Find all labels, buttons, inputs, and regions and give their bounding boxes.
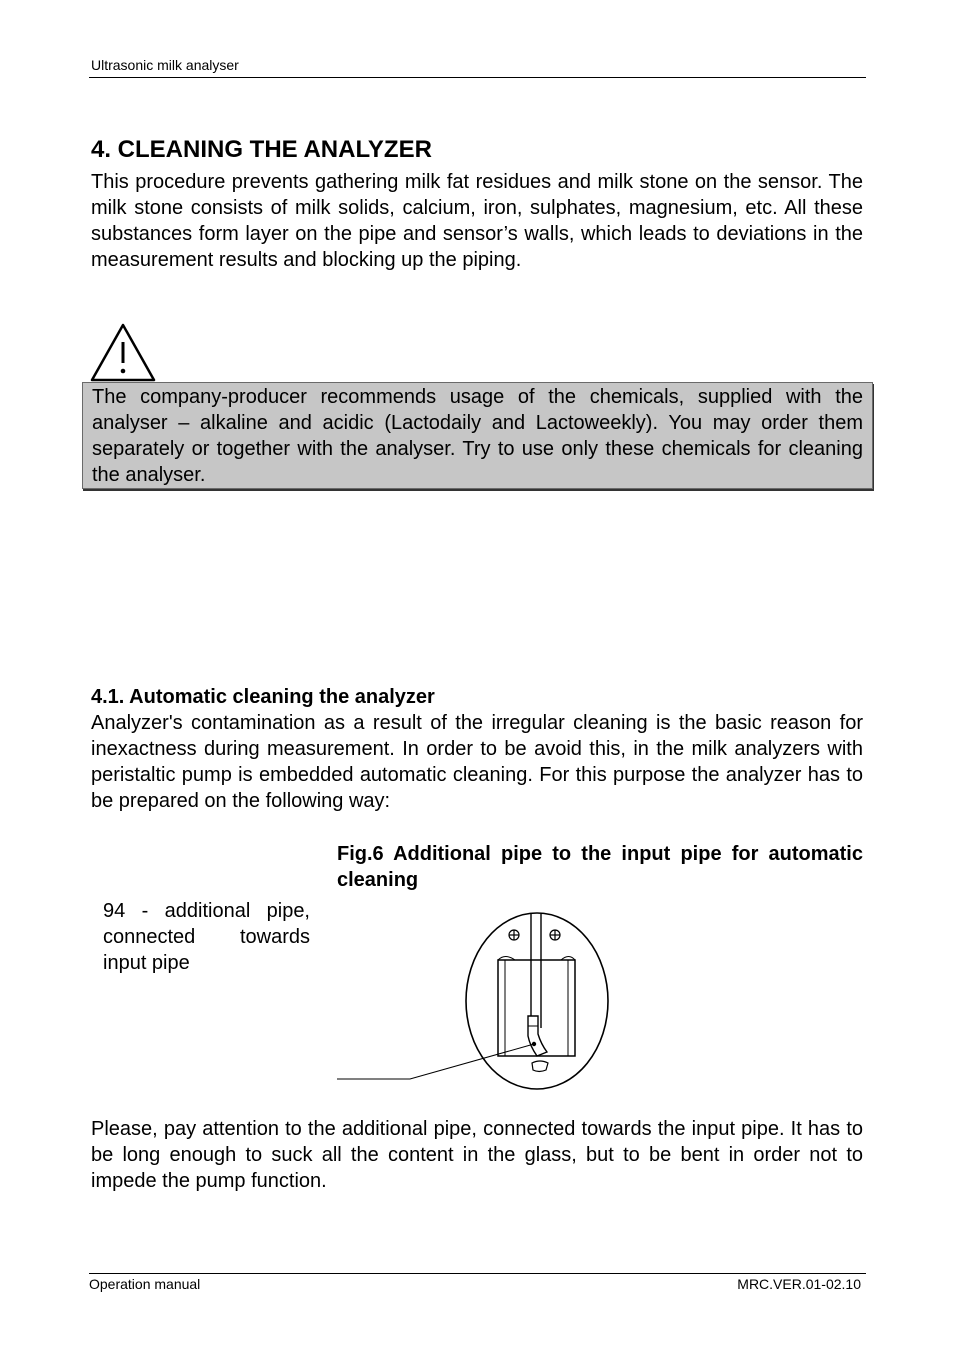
closing-paragraph: Please, pay attention to the additional pipe, connected towards the input pipe. It has to be long enough to suck all the content in the glass, but to be bent in order not to impede the pump function. [91, 1118, 863, 1192]
section-heading: 4. CLEANING THE ANALYZER [91, 136, 432, 163]
page-header-title: Ultrasonic milk analyser [91, 57, 239, 73]
subsection-paragraph: Analyzer's contamination as a result of the irregular cleaning is the basic reason for inexactness during measurement. In order to be avoid this, in the milk analyzers with peristaltic pump is embedded automatic cleaning. For this purpose the analyzer has to be prepared on the following way: [91, 712, 863, 812]
footer-document-title: Operation manual [89, 1276, 201, 1292]
screw-left-icon [509, 930, 519, 940]
intro-paragraph: This procedure prevents gathering milk fat residues and milk stone on the sensor. The milk stone consists of milk solids, calcium, iron, sulphates, magnesium, etc. All these substances form layer on the pipe and sensor’s walls, which leads to deviations in the measurement results and blocking up the piping. [91, 171, 863, 271]
screw-right-icon [550, 930, 560, 940]
footer-divider [89, 1273, 866, 1274]
subsection-heading: 4.1. Automatic cleaning the analyzer [91, 686, 435, 708]
additional-pipe [528, 1016, 547, 1056]
callout-leader-line [337, 1044, 534, 1079]
figure-caption: Fig.6 Additional pipe to the input pipe for automatic cleaning [337, 843, 863, 891]
footer-version: MRC.VER.01-02.10 [737, 1276, 861, 1292]
figure-callout-label: 94 - additional pipe, connected towards input pipe [103, 900, 310, 974]
header-divider [89, 77, 866, 78]
analyzer-outline [466, 913, 608, 1089]
warning-note: The company-producer recommends usage of the chemicals, supplied with the analyser – alkaline and acidic (Lactodaily and Lactoweekly). You may order them separately or together with the analyser. Try to use only these chemicals for cleaning the analyser. [82, 382, 873, 489]
input-pipe [531, 914, 541, 1028]
additional-pipe-figure [335, 908, 615, 1094]
warning-triangle-icon [89, 323, 157, 383]
